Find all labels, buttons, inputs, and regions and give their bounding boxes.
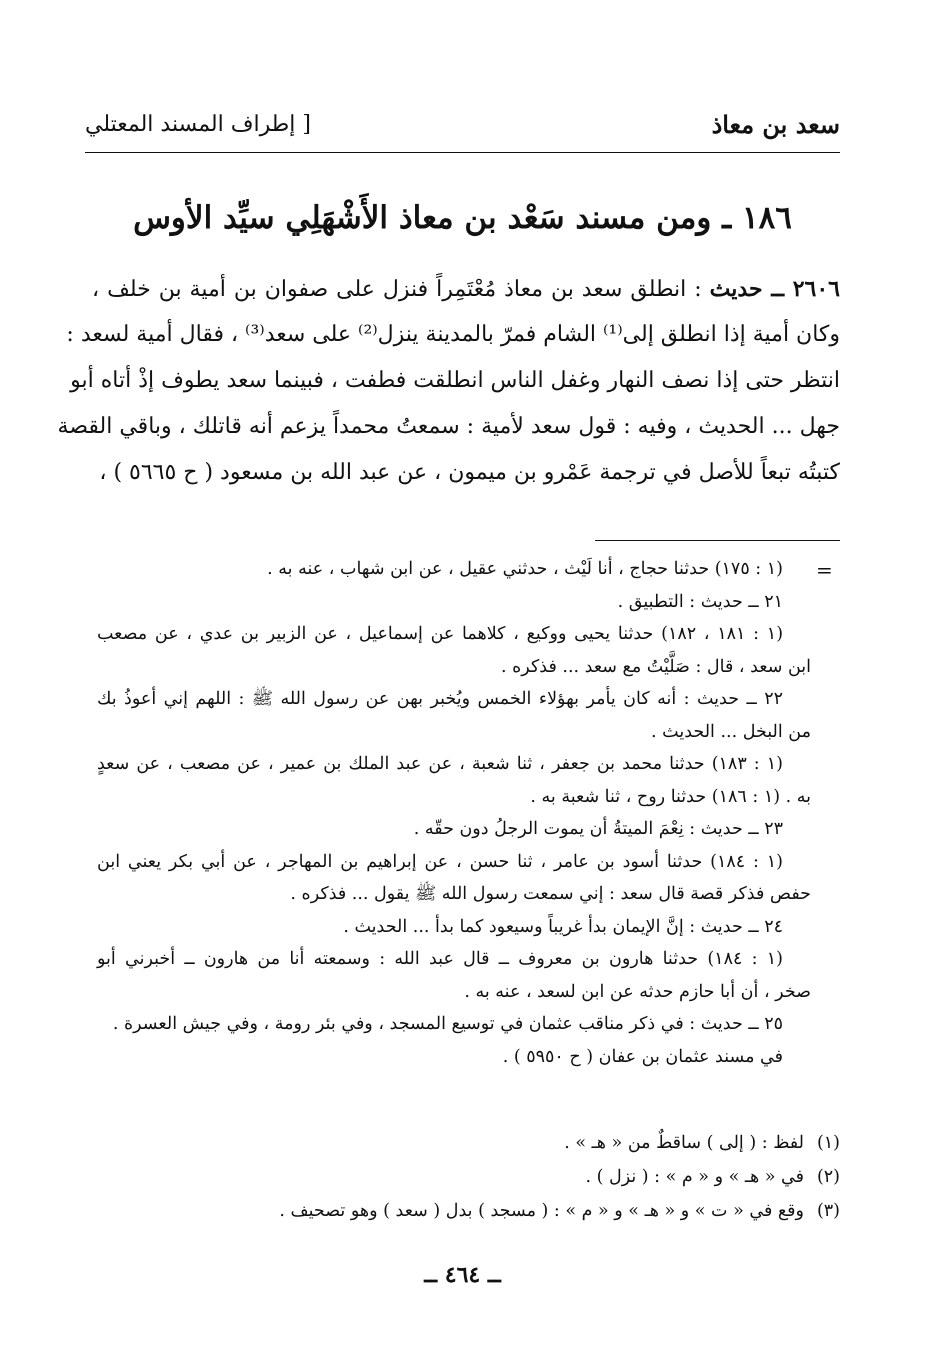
footnote-rule (595, 540, 840, 541)
note-line: (١ : ١٨١ ، ١٨٢) حدثنا يحيى ووكيع ، كلاهما عن إسماعيل ، عن الزبير بن عدي ، عن مصعب (97, 624, 784, 644)
header-rule (85, 152, 840, 153)
hadith-number: ٢٦٠٦ (792, 276, 840, 302)
hadith-keyword: حديث (709, 276, 763, 302)
note-line: في مسند عثمان بن عفان ( ح ٥٩٥٠ ) . (502, 1046, 783, 1067)
note-line: به . (١ : ١٨٦) حدثنا روح ، ثنا شعبة به . (530, 786, 811, 807)
hadith-line-text: : انطلق سعد بن معاذ مُعْتَمِراً فنزل على صفوان بن أمية بن خلف ، (92, 277, 702, 302)
hadith-line: وكان أمية إذا انطلق إلى⁽¹⁾ الشام فمرّ بالمدينة ينزل⁽²⁾ على سعد⁽³⁾ ، فقال أمية لسعد : (66, 322, 840, 347)
hadith-line (92, 266, 840, 312)
hadith-line: كتبتُه تبعاً للأصل في ترجمة عَمْرو بن ميمون ، عن عبد الله بن مسعود ( ح ٥٦٦٥ ) ، (99, 460, 840, 485)
note-line: (١ : ١٧٥) حدثنا حجاج ، أنا لَيْث ، حدثني عقيل ، عن ابن شهاب ، عنه به . (267, 559, 783, 579)
note-line: (١ : ١٨٤) حدثنا أسود بن عامر ، ثنا حسن ، عن إبراهيم بن المهاجر ، عن أبي بكر يعني ابن (97, 851, 783, 872)
continuation-mark: = (816, 558, 833, 582)
hadith-line: انتظر حتى إذا نصف النهار وغفل الناس انطلقت فطفت ، فبينما سعد يطوف إذْ أتاه أبو (70, 368, 840, 393)
note-line: ابن سعد ، قال : صَلَّيْتُ مع سعد ... فذكره . (501, 656, 811, 677)
note-line: (١ : ١٨٣) حدثنا محمد بن جعفر ، ثنا شعبة ، عن عبد الملك بن عمير ، عن مصعب ، عن سعدٍ (97, 754, 783, 774)
running-header (85, 104, 840, 148)
chapter-title: ١٨٦ ـ ومن مسند سَعْد بن معاذ الأَشْهَلِي سيِّد الأوس (133, 200, 792, 236)
footnote-marker: (٢) (816, 1167, 840, 1187)
hadith-line: جهل ... الحديث ، وفيه : قول سعد لأمية : سمعتُ محمداً يزعم أنه قاتلك ، وباقي القصة (57, 414, 840, 439)
footnote-marker: (١) (816, 1133, 840, 1153)
note-line: ٢٢ ــ حديث : أنه كان يأمر بهؤلاء الخمس ويُخبر بهن عن رسول الله ﷺ : اللهم إني أعوذُ بك (97, 689, 783, 709)
page-number: ــ ٤٦٤ ــ (424, 1262, 501, 1288)
footnote-marker: (٣) (816, 1201, 840, 1221)
note-line: ٢٥ ــ حديث : في ذكر مناقب عثمان في توسيع المسجد ، وفي بئر رومة ، وفي جيش العسرة . (112, 1014, 783, 1034)
notes-block (97, 553, 811, 1073)
footnote (97, 1126, 840, 1160)
footnote-text: لفظ : ( إلى ) ساقطٌ من « هـ » . (564, 1133, 804, 1153)
note-line: حفص فذكر قصة قال سعد : إني سمعت رسول الله ﷺ يقول ... فذكره . (290, 884, 811, 904)
header-book-title: [ إطراف المسند المعتلي (85, 112, 311, 137)
footnote-text: في « هـ » و « م » : ( نزل ) . (585, 1167, 804, 1187)
footnote (97, 1160, 840, 1194)
note-line: ٢٤ ــ حديث : إنَّ الإيمان بدأ غريباً وسيعود كما بدأ ... الحديث . (343, 916, 783, 937)
header-section-title: سعد بن معاذ (711, 110, 840, 139)
note-line: (١ : ١٨٤) حدثنا هارون بن معروف ــ قال عبد الله : وسمعته أنا من هارون ــ أخبرني أبو (97, 949, 783, 969)
note-line: صخر ، أن أبا حازم حدثه عن ابن لسعد ، عنه به . (464, 981, 811, 1002)
footnote (97, 1194, 840, 1228)
footnotes (97, 1126, 840, 1228)
note-line: ٢١ ــ حديث : التطبيق . (617, 591, 783, 612)
note-line: ٢٣ ــ حديث : نِعْمَ الميتةُ أن يموت الرجلُ دون حقّه . (413, 819, 783, 839)
note-line: من البخل ... الحديث . (651, 721, 811, 742)
hadith-text (57, 266, 840, 496)
footnote-text: وقع في « ت » و « هـ » و « م » : ( مسجد ) بدل ( سعد ) وهو تصحيف . (279, 1201, 804, 1221)
hadith-dash: ــ (762, 276, 793, 302)
